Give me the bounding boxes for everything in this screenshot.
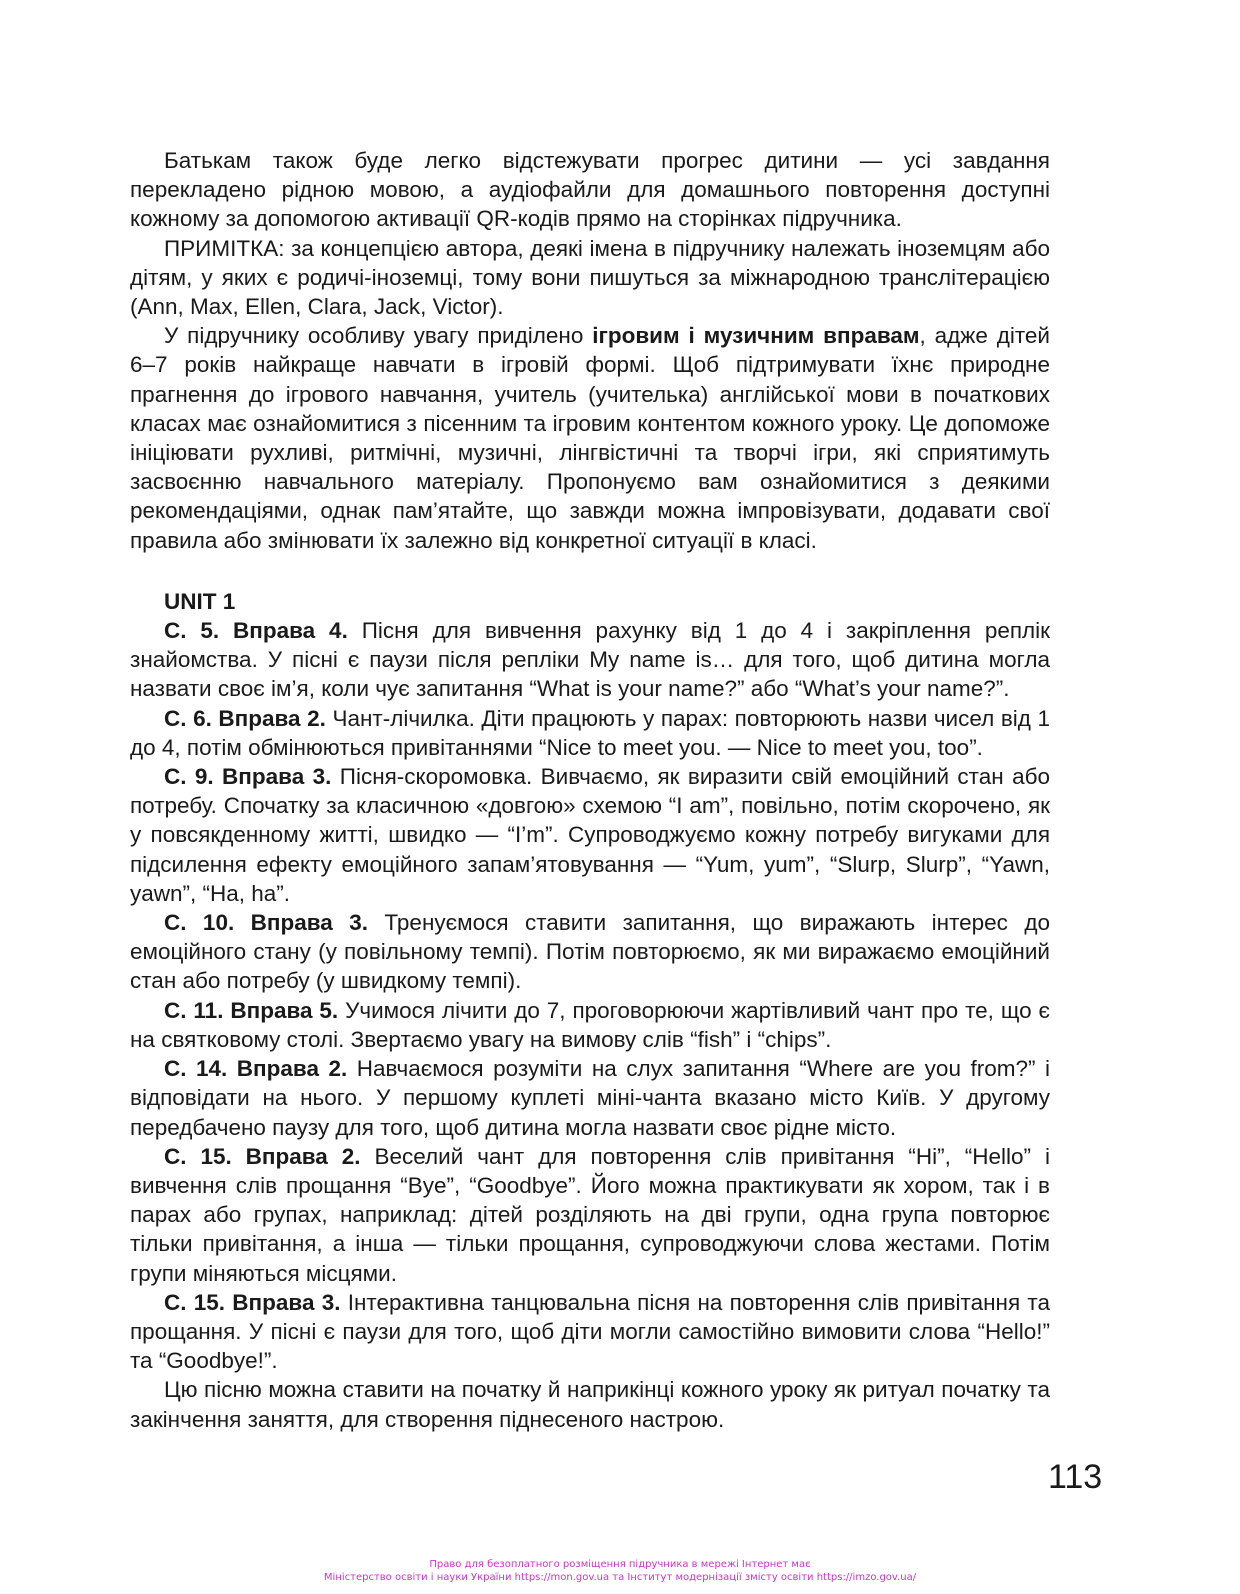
exercise-ref: С. 5. Вправа 4. [164, 618, 348, 644]
exercise-entry [130, 1288, 1050, 1376]
footer-line-1: Право для безоплатного розміщення підручника в мережі Інтернет має [429, 1559, 811, 1570]
exercise-text: Чант-лічилка. Діти працюють у парах: повторюють назви чисел від 1 до 4, потім обмінюються привітаннями “Nice to meet you. — Nice to meet you, too”. [130, 705, 1050, 760]
exercise-text: Інтерактивна танцювальна пісня на повторення слів привітання та прощання. У пісні є паузи для того, щоб діти могли самостійно вимовити слова “Hello!” та “Goodbye!”. [130, 1289, 1050, 1374]
exercise-entry [130, 996, 1050, 1054]
unit-heading: UNIT 1 [164, 588, 236, 614]
games-paragraph-lead: У підручнику особливу увагу приділено [164, 323, 593, 349]
exercise-entry [130, 908, 1050, 996]
footer-line-2: Міністерство освіти і науки України https://mon.gov.ua та Інститут модернізації змісту освіти https://imzo.gov.ua/ [323, 1572, 917, 1583]
exercise-text: Веселий чант для повторення слів привітання “Hi”, “Hello” і вивчення слів прощання “Bye”, “Goodbye”. Його можна практикувати як хором, так і в парах або групах, наприклад: дітей розділяють на дві групи, одна група повторює тільки привітання, а інша — тільки прощання, супроводжуючи слова жестами. Потім групи міняються місцями. [130, 1143, 1050, 1286]
games-paragraph-emphasis: ігровим і музичним вправам [592, 323, 920, 349]
games-paragraph-rest: , адже дітей 6–7 років найкраще навчати в ігровій формі. Щоб підтримувати їхнє природне прагнення до ігрового навчання, учитель (учителька) англійської мови в початкових класах має ознайомитися з пісенним та ігровим контентом кожного уроку. Це допоможе ініціювати рухливі, ритмічні, музичні, лінгвістичні та творчі ігри, які сприятимуть засвоєнню навчального матеріалу. Пропонуємо вам ознайомитися з деякими рекомендаціями, однак пам’ятайте, що завжди можна імпровізувати, додавати свої правила або змінювати їх залежно від конкретної ситуації в класі. [130, 323, 1050, 553]
exercise-ref: С. 15. Вправа 2. [164, 1143, 361, 1169]
exercise-ref: С. 10. Вправа 3. [164, 910, 368, 936]
exercise-text: Учимося лічити до 7, проговорюючи жартівливий чант про те, що є на святковому столі. Звертаємо увагу на вимову слів “fish” і “chips”. [130, 997, 1050, 1052]
exercise-ref: С. 6. Вправа 2. [164, 705, 326, 731]
exercise-text: Тренуємося ставити запитання, що виражають інтерес до емоційного стану (у повільному темпі). Потім повторюємо, як ми виражаємо емоційний стан або потребу (у швидкому темпі). [130, 910, 1050, 994]
exercise-ref: С. 15. Вправа 3. [164, 1289, 341, 1315]
exercise-text: Пісня для вивчення рахунку від 1 до 4 і закріплення реплік знайомства. У пісні є паузи після репліки My name is… для того, щоб дитина могла назвати своє ім’я, коли чує запитання “What is your name?” або “What’s your name?”. [130, 618, 1050, 702]
exercise-entry [130, 704, 1050, 762]
exercise-text: Пісня-скоромовка. Вивчаємо, як виразити свій емоційний стан або потребу. Спочатку за класичною «довгою» схемою “I am”, повільно, потім скорочено, як у повсякденному житті, швидко — “I’m”. Супроводжуємо кожну потребу вигуками для підсилення ефекту емоційного запам’ятовування — “Yum, yum”, “Slurp, Slurp”, “Yawn, yawn”, “Ha, ha”. [130, 764, 1050, 906]
exercise-ref: С. 14. Вправа 2. [164, 1056, 348, 1082]
footer-notice [0, 1558, 1240, 1584]
exercise-ref: С. 9. Вправа 3. [164, 764, 332, 790]
page-number: 113 [1048, 1458, 1103, 1496]
exercise-entry [130, 1142, 1050, 1288]
closing-paragraph: Цю пісню можна ставити на початку й наприкінці кожного уроку як ритуал початку та закінчення заняття, для створення піднесеного настрою. [130, 1377, 1050, 1432]
exercise-entry [130, 762, 1050, 908]
page-content [130, 146, 1050, 1434]
exercise-entry [130, 616, 1050, 704]
note-paragraph: ПРИМІТКА: за концепцією автора, деякі імена в підручнику належать іноземцям або дітям, у яких є родичі-іноземці, тому вони пишуться за міжнародною транслітерацією (Ann, Max, Ellen, Clara, Jack, Victor). [130, 235, 1050, 320]
exercise-entry [130, 1054, 1050, 1142]
games-paragraph [130, 321, 1050, 555]
exercise-ref: С. 11. Вправа 5. [164, 997, 339, 1023]
exercise-text: Навчаємося розуміти на слух запитання “Where are you from?” і відповідати на нього. У першому куплеті міні-чанта вказано місто Київ. У другому передбачено паузу для того, щоб дитина могла назвати своє рідне місто. [130, 1056, 1050, 1140]
intro-paragraph-1: Батькам також буде легко відстежувати прогрес дитини — усі завдання перекладено рідною мовою, а аудіофайли для домашнього повторення доступні кожному за допомогою активації QR-кодів прямо на сторінках підручника. [130, 148, 1050, 232]
